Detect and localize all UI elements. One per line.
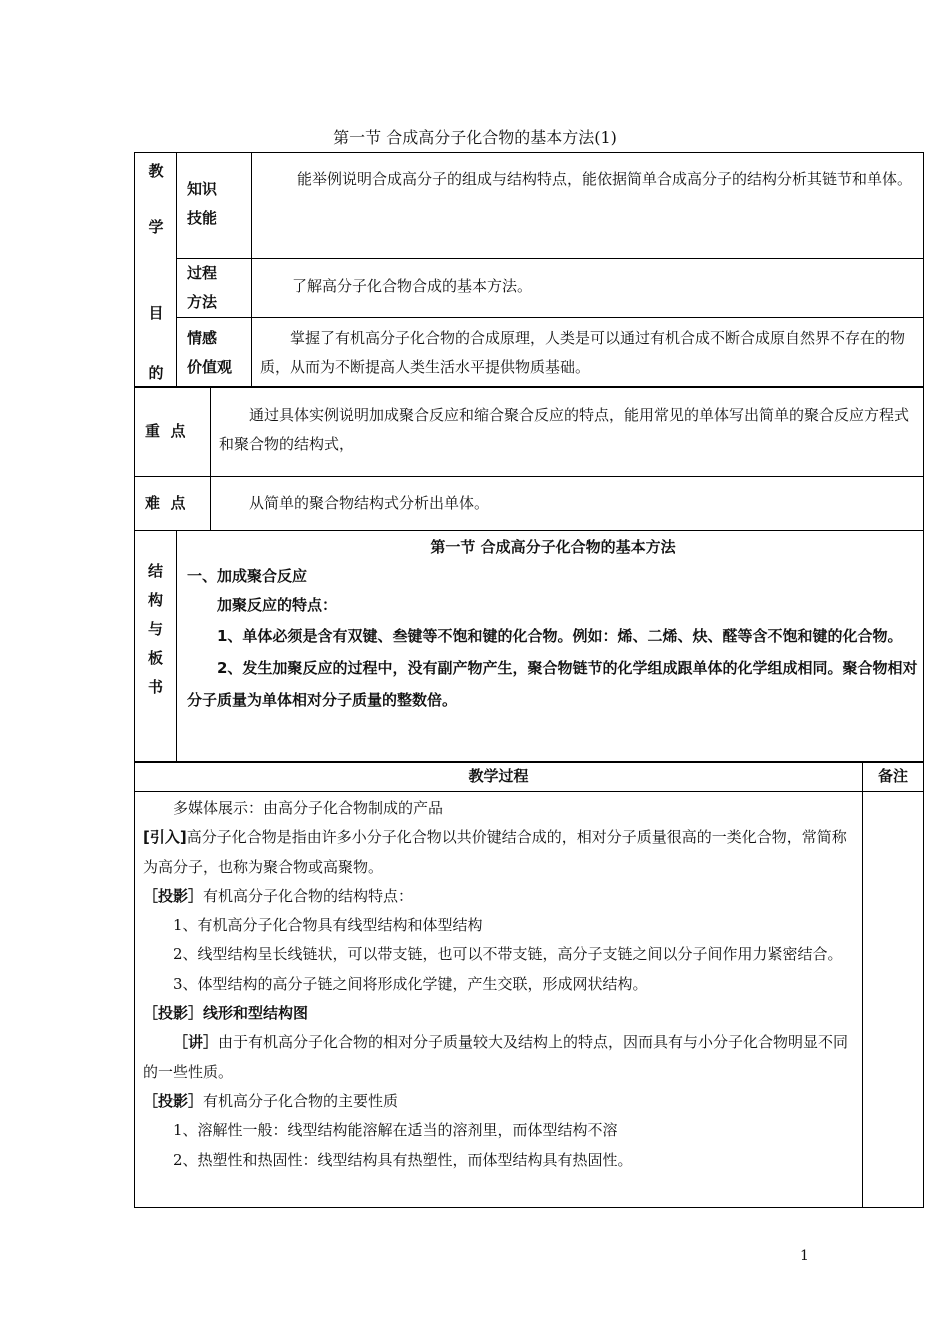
- goal-label-line: 知识: [187, 180, 218, 198]
- board-subheading: 一、加成聚合反应: [187, 567, 308, 585]
- process-line: [143, 940, 856, 969]
- process-line: [143, 1087, 856, 1116]
- goals-char: 的: [148, 364, 164, 382]
- process-line-text: 1、溶解性一般：线型结构能溶解在适当的溶剂里，而体型结构不溶: [173, 1121, 618, 1140]
- process-table: [134, 761, 924, 1208]
- board-char: 板: [147, 649, 163, 667]
- board-label: [135, 531, 177, 763]
- process-line-tag: ［讲］: [173, 1033, 219, 1052]
- goal-label-line: 技能: [187, 209, 218, 227]
- goal-content-text: 了解高分子化合物合成的基本方法。: [292, 277, 533, 295]
- process-line: [143, 1028, 856, 1087]
- board-content: [177, 531, 924, 763]
- process-line: [143, 823, 856, 882]
- process-line-text: 由于有机高分子化合物的相对分子质量较大及结构上的特点，因而具有与小分子化合物明显不同的一些性质。: [143, 1033, 849, 1081]
- goal-label-line: 方法: [187, 293, 218, 311]
- goal-label-line: 情感: [187, 329, 218, 347]
- process-line-text: 线形和型结构图: [203, 1004, 309, 1023]
- difficulty-label: 难 点: [135, 477, 211, 531]
- board-subheading: 加聚反应的特点：: [217, 596, 338, 614]
- page-title: 第一节 合成高分子化合物的基本方法(1): [333, 128, 617, 147]
- key-point-text: 通过具体实例说明加成聚合反应和缩合聚合反应的特点，能用常见的单体写出简单的聚合反应方程式和聚合物的结构式，: [219, 406, 910, 453]
- goal-content-text: 掌握了有机高分子化合物的合成原理，人类是可以通过有机合成不断合成原自然界不存在的物质，从而为不断提高人类生活水平提供物质基础。: [260, 329, 906, 376]
- board-char: 构: [147, 591, 163, 609]
- board-char: 与: [147, 620, 163, 638]
- goals-table: [134, 152, 924, 388]
- goal-content-emotion: [252, 318, 924, 388]
- process-line: [143, 970, 856, 999]
- process-line-tag: ［投影］: [143, 1091, 204, 1110]
- process-line-text: 多媒体展示：由高分子化合物制成的产品: [173, 799, 444, 817]
- board-item: 2、发生加聚反应的过程中，没有副产物产生，聚合物链节的化学组成跟单体的化学组成相同。聚合物相对分子质量为单体相对分子质量的整数倍。: [187, 659, 918, 709]
- page-number: 1: [800, 1248, 809, 1264]
- process-line-text: 3、体型结构的高分子链之间将形成化学键，产生交联，形成网状结构。: [173, 974, 648, 993]
- process-header: 教学过程: [135, 762, 863, 792]
- board-item: 1、单体必须是含有双键、叁键等不饱和键的化合物。例如：烯、二烯、炔、醛等含不饱和键的化合物。: [217, 627, 903, 645]
- goals-char: 目: [148, 304, 164, 322]
- process-body: [135, 792, 863, 1208]
- process-line-text: 2、热塑性和热固性：线型结构具有热塑性，而体型结构具有热固性。: [173, 1150, 633, 1169]
- difficulty-text: 从简单的聚合物结构式分析出单体。: [249, 494, 490, 512]
- goal-content-knowledge: [252, 153, 924, 259]
- process-line: [143, 882, 856, 911]
- process-line: [143, 794, 856, 823]
- key-point-label: 重 点: [135, 387, 211, 477]
- process-line-tag: ［投影］: [143, 1004, 204, 1023]
- goals-section-label: [135, 153, 177, 388]
- goal-label-emotion: [177, 318, 252, 388]
- process-line: [143, 1116, 856, 1145]
- goal-label-line: 过程: [187, 264, 218, 282]
- key-point-content: [211, 387, 924, 477]
- goal-label-knowledge: [177, 153, 252, 259]
- process-line-text: 2、线型结构呈长线链状，可以带支链，也可以不带支链，高分子支链之间以分子间作用力紧密结合。: [173, 945, 843, 964]
- goal-content-text: 能举例说明合成高分子的组成与结构特点，能依据简单合成高分子的结构分析其链节和单体。: [297, 170, 913, 188]
- process-line-text: 高分子化合物是指由许多小分子化合物以共价键结合成的，相对分子质量很高的一类化合物，常简称为高分子，也称为聚合物或高聚物。: [143, 828, 847, 876]
- board-char: 书: [147, 678, 163, 696]
- difficulty-content: [211, 477, 924, 531]
- notes-header: 备注: [863, 762, 924, 792]
- process-line: [143, 999, 856, 1028]
- process-line-text: 1、有机高分子化合物具有线型结构和体型结构: [173, 916, 483, 935]
- process-line-tag: [引入]: [143, 828, 187, 847]
- goals-char: 学: [148, 218, 164, 236]
- board-table: [134, 530, 924, 763]
- goals-char: 教: [148, 162, 164, 180]
- board-heading: 第一节 合成高分子化合物的基本方法: [430, 538, 676, 556]
- process-line: [143, 911, 856, 940]
- process-line-text: 有机高分子化合物的主要性质: [203, 1091, 399, 1110]
- goal-label-process: [177, 259, 252, 318]
- process-line: [143, 1146, 856, 1175]
- key-points-table: [134, 386, 924, 531]
- goal-label-line: 价值观: [187, 358, 233, 376]
- board-char: 结: [147, 562, 163, 580]
- process-line-text: 有机高分子化合物的结构特点：: [203, 886, 414, 905]
- process-line-tag: ［投影］: [143, 886, 204, 905]
- notes-body: [863, 792, 924, 1208]
- goal-content-process: [252, 259, 924, 318]
